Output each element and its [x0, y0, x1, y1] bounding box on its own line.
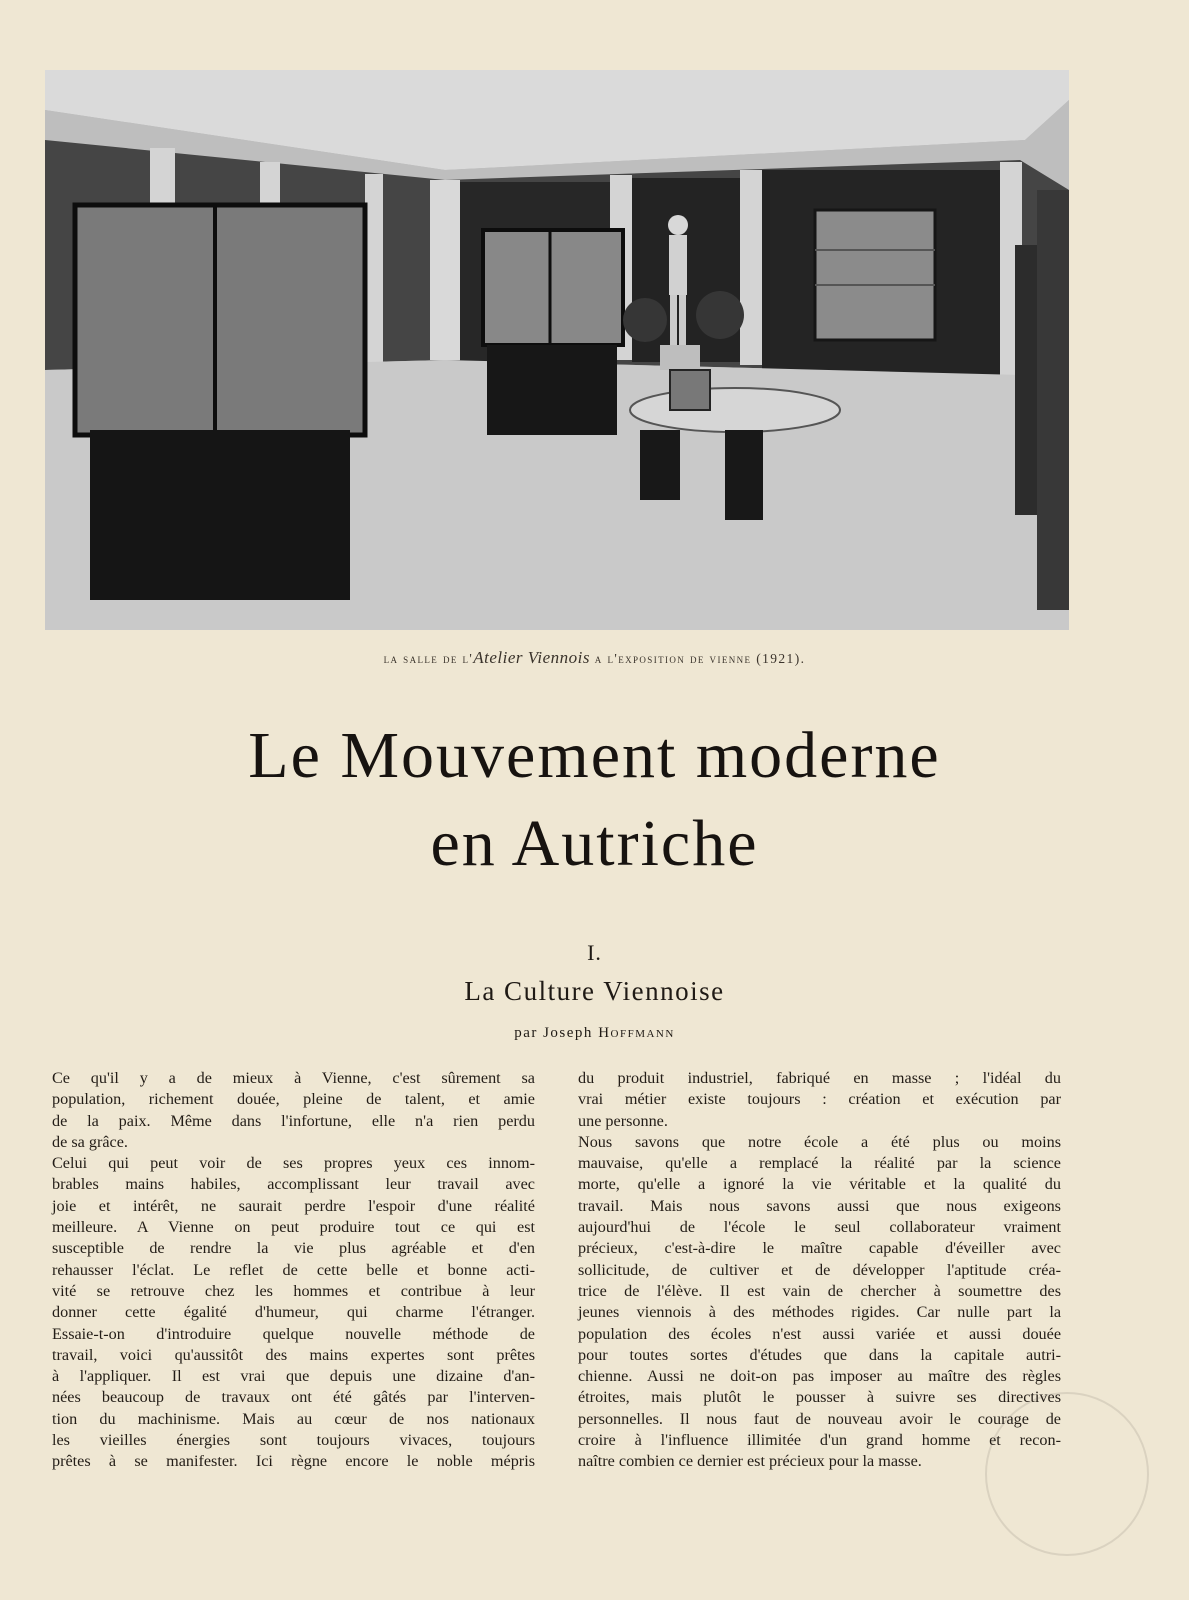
text-line: brables mains habiles, accomplissant leur travail avec — [52, 1175, 535, 1194]
text-line: travail. Mais nous savons aussi que nous exigeons — [578, 1196, 1061, 1215]
section-number: I. — [587, 940, 602, 965]
text-line: population des écoles n'est aussi variée et aussi douée — [578, 1324, 1061, 1343]
text-line: Ce qu'il y a de mieux à Vienne, c'est sûrement sa — [52, 1069, 535, 1087]
exhibition-hall-photo — [45, 70, 1069, 630]
text-line: tion du machinisme. Mais au cœur de nos nationaux — [52, 1409, 535, 1428]
text-line: jeunes viennois à des méthodes rigides. Car nulle part la — [578, 1303, 1061, 1322]
text-line: vité se retrouve chez les hommes et contribue à leur — [52, 1281, 535, 1300]
text-line: meilleure. A Vienne on peut produire tout ce qui est — [52, 1218, 535, 1237]
exhibition-hall-illustration — [45, 70, 1069, 630]
text-line: Essaie-t-on d'introduire quelque nouvelle méthode de — [52, 1324, 535, 1343]
text-line: naître combien ce dernier est précieux pour la masse. — [578, 1452, 922, 1471]
caption-prefix: la salle de l' — [383, 651, 474, 666]
section-subtitle: La Culture Viennoise — [464, 976, 725, 1006]
text-line: Nous savons que notre école a été plus ou moins — [578, 1132, 1061, 1151]
text-line: pour toutes sortes d'études que dans la capitale autri- — [578, 1345, 1061, 1364]
text-line: du produit industriel, fabriqué en masse ; l'idéal du — [578, 1069, 1061, 1087]
text-line: les vieilles énergies sont toujours vivaces, toujours — [52, 1431, 535, 1450]
text-line: chienne. Aussi ne doit-on pas imposer au maître des règles — [578, 1367, 1061, 1386]
text-line: personnelles. Il nous faut de nouveau avoir le courage de — [578, 1409, 1061, 1428]
text-line: étroites, mais plutôt le pousser à suivre ses directives — [578, 1388, 1061, 1407]
text-line: morte, qu'elle a ignoré la vie véritable et la qualité du — [578, 1175, 1061, 1194]
caption-italic: Atelier Viennois — [473, 648, 591, 667]
text-line: de sa grâce. — [52, 1132, 128, 1151]
text-line: susceptible de rendre la vie plus agréable et d'en — [52, 1239, 535, 1258]
text-line: précieux, c'est-à-dire le maître capable d'éveiller avec — [578, 1239, 1061, 1258]
text-line: aujourd'hui de l'école le seul collaborateur vraiment — [578, 1218, 1061, 1237]
title-line-1: Le Mouvement moderne — [248, 719, 941, 792]
byline-surname: Hoffmann — [598, 1025, 675, 1041]
text-column-right — [578, 1068, 1061, 1473]
article-title — [0, 712, 1189, 888]
caption-suffix: a l'exposition de vienne (1921). — [590, 651, 806, 666]
text-line: prêtes à se manifester. Ici règne encore le noble mépris — [52, 1452, 535, 1471]
author-byline — [0, 1025, 1189, 1042]
text-line: population, richement douée, pleine de talent, et amie — [52, 1090, 535, 1109]
text-line: joie et intérêt, ne saurait perdre l'espoir d'une réalité — [52, 1196, 535, 1215]
photo-caption — [0, 648, 1189, 668]
text-line: de la paix. Même dans l'infortune, elle n'a rien perdu — [52, 1111, 535, 1130]
text-column-left — [52, 1068, 535, 1473]
title-line-2: en Autriche — [430, 807, 759, 880]
text-line: à l'appliquer. Il est vrai que depuis une dizaine d'an- — [52, 1367, 535, 1386]
text-line: rehausser l'éclat. Le reflet de cette belle et bonne acti- — [52, 1260, 535, 1279]
text-line: mauvaise, qu'elle a remplacé la réalité par la science — [578, 1154, 1061, 1173]
text-line: nées beaucoup de travaux ont été gâtés par l'interven- — [52, 1388, 535, 1407]
text-line: trice de l'élève. Il est vain de chercher à soumettre des — [578, 1281, 1061, 1300]
text-line: donner cette égalité d'humeur, qui charme l'étranger. — [52, 1303, 535, 1322]
text-line: vrai métier existe toujours : création et exécution par — [578, 1090, 1061, 1109]
text-line: croire à l'influence illimitée d'un grand homme et recon- — [578, 1431, 1061, 1450]
library-stamp-watermark — [985, 1392, 1149, 1556]
text-line: sollicitude, de cultiver et de développer l'aptitude créa- — [578, 1260, 1061, 1279]
text-line: Celui qui peut voir de ses propres yeux ces innom- — [52, 1154, 535, 1173]
text-line: travail, voici qu'aussitôt des mains expertes sont prêtes — [52, 1345, 535, 1364]
text-line: une personne. — [578, 1111, 668, 1130]
byline-prefix: par Joseph — [514, 1025, 593, 1041]
